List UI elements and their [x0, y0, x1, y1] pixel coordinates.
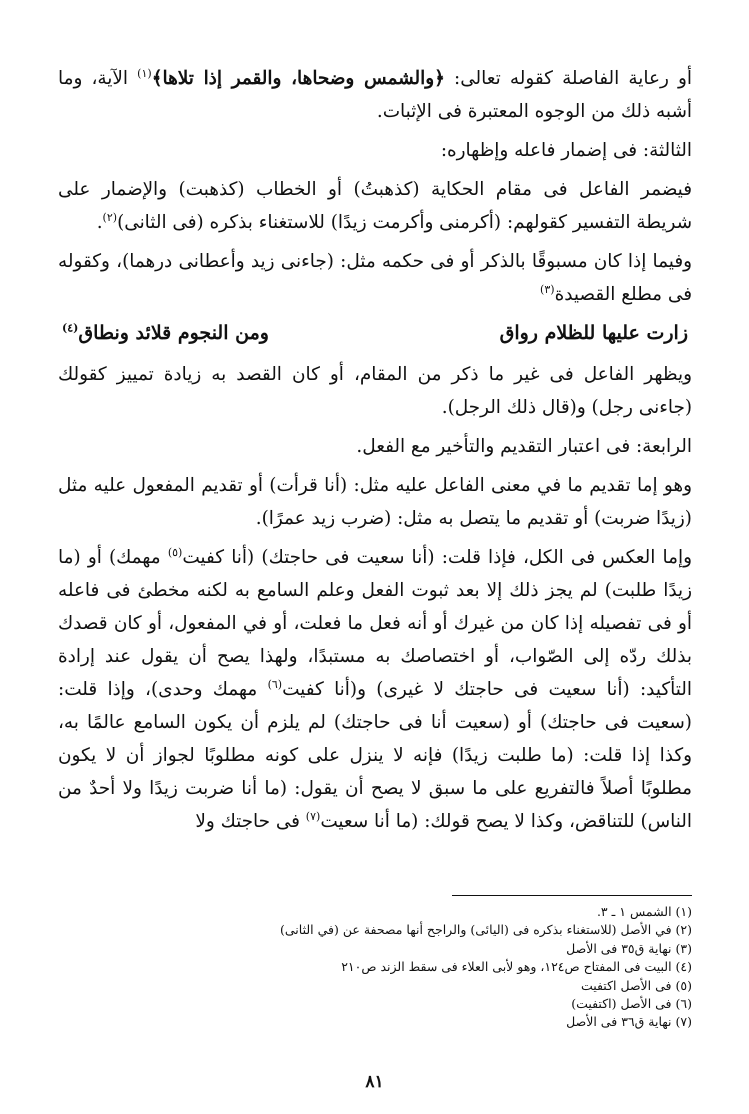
main-text: [58, 62, 692, 844]
footnote-ref-4[interactable]: (٤): [62, 321, 79, 335]
poetry-verse: [58, 317, 692, 350]
footnotes: [120, 903, 692, 1032]
verse-first-hemistich: زارت عليها للظلام رواق: [499, 322, 688, 344]
footnote-5: (٥) فى الأصل اكتفيت: [580, 977, 692, 993]
footnote-ref-2[interactable]: (٢): [102, 210, 118, 224]
footnote-4: (٤) البيت فى المفتاح ص١٢٤، وهو لأبى العلاء فى سقط الزند ص٢١٠: [341, 959, 692, 975]
footnote-divider: [452, 895, 692, 896]
paragraph-2-heading: الثالثة: فى إضمار فاعله وإظهاره:: [440, 140, 692, 161]
paragraph-4: وفيما إذا كان مسبوقًا بالذكر أو فى حكمه مثل: (جاءنى زيد وأعطانى درهما)، وكقوله فى مطلع القصيدة$^{(٣)}$: [58, 251, 692, 305]
footnote-ref-6[interactable]: (٦): [267, 677, 283, 691]
footnote-ref-5[interactable]: (٥): [167, 545, 183, 559]
footnote-7: (٧) نهاية ق٣٦ فى الأصل: [566, 1014, 692, 1030]
paragraph-3: فيضمر الفاعل فى مقام الحكاية (كذهبتُ) أو الخطاب (كذهبت) والإضمار على شريطة التفسير كقولهم: (أكرمنى وأكرمت زيدًا) للاستغناء بذكره (فى الثانى)$^{(٢)}$.: [58, 179, 692, 233]
quran-quote: ﴿والشمس وضحاها، والقمر إذا تلاها﴾: [151, 68, 445, 89]
footnote-6: (٦) فى الأصل (اكتفيت): [571, 996, 692, 1012]
footnote-ref-7[interactable]: (٧): [305, 809, 321, 823]
page-number: ٨١: [365, 1072, 384, 1092]
footnote-ref-1[interactable]: (١): [137, 66, 152, 80]
paragraph-5: ويظهر الفاعل فى غير ما ذكر من المقام، أو كان القصد به زيادة تمييز كقولك (جاءنى رجل) و(قال ذلك الرجل).: [58, 364, 692, 418]
footnote-3: (٣) نهاية ق٣٥ فى الأصل: [566, 940, 692, 956]
verse-second-hemistich: ومن النجوم قلائد ونطاق$^{(٤)}$: [62, 321, 269, 344]
footnote-1: (١) الشمس ١ ـ ٣.: [596, 904, 692, 919]
paragraph-6-heading: الرابعة: فى اعتبار التقديم والتأخير مع الفعل.: [356, 436, 692, 457]
paragraph-1: أو رعاية الفاصلة كقوله تعالى: ﴿والشمس وضحاها، والقمر إذا تلاها﴾$^{(١)}$ الآية، وما أشبه ذلك من الوجوه المعتبرة فى الإثبات.: [58, 66, 692, 122]
paragraph-7: وهو إما تقديم ما في معنى الفاعل عليه مثل: (أنا قرأت) أو تقديم المفعول عليه مثل (زيدًا ضربت) أو تقديم ما يتصل به مثل: (ضرب زيد عمرًا).: [58, 475, 692, 529]
footnote-2: (٢) في الأصل (للاستغناء بذكره فى (اليائى) والراجح أنها مصحفة عن (في الثانى): [280, 922, 692, 938]
footnote-ref-3[interactable]: (٣): [540, 282, 555, 296]
paragraph-8: وإما العكس فى الكل، فإذا قلت: (أنا سعيت فى حاجتك) (أنا كفيت$^{(٥)}$ مهمك) أو (ما زيدًا طلبت) لم يجز ذلك إلا بعد ثبوت الفعل وعلم السامع به لكنه مخطئ فى فاعله أو فى تفصيله إذا كان من غيرك أو أنه فعل ما فعلت، أو في المفعول، أو كان قصدك بذلك ردّه إلى الصّواب، أو اختصاصك به مستبدًا، ولهذا يصح أن يقول عند إرادة التأكيد: (أنا سعيت فى حاجتك لا غيرى) و(أنا كفيت$^{(٦)}$ مهمك وحدى)، وإذا قلت: (سعيت فى حاجتك) أو (سعيت أنا فى حاجتك) لم يلزم أن يكون السامع عالمًا به، وكذا إذا قلت: (ما طلبت زيدًا) فإنه لا ينزل على كونه مطلوبًا لجواز أن لا يكون مطلوبًا أصلاً فالتفريع على ما سبق لا يصح أن يقول: (ما أنا ضربت زيدًا ولا أحدٌ من الناس) للتناقض، وكذا لا يصح قولك: (ما أنا سعيت$^{(٧)}$ فى حاجتك ولا: [58, 545, 692, 832]
